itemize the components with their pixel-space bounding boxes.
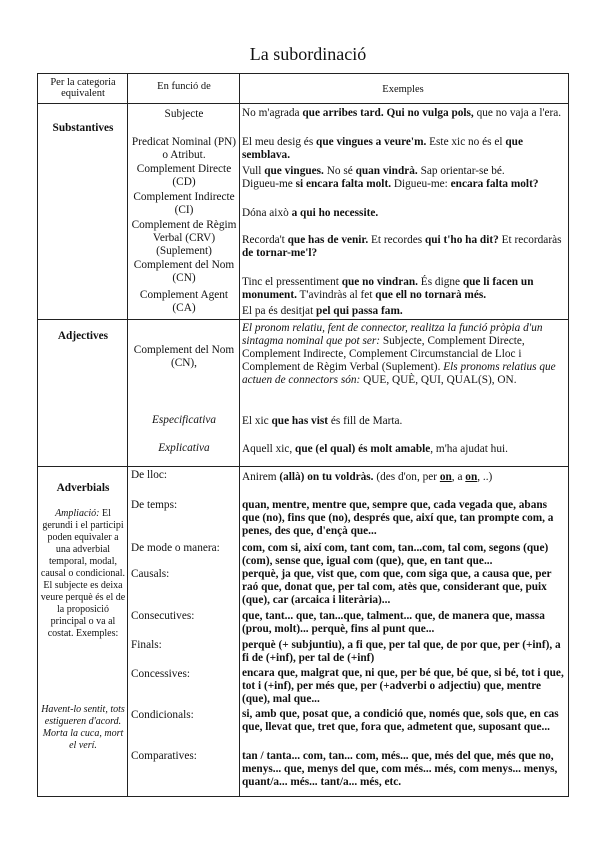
col-divider-1 (127, 74, 128, 796)
adverbials-note-examples: Havent-lo sentit, tots estigueren d'acord. Morta la cuca, mort el verí. (41, 704, 125, 751)
example-causals: perquè, ja que, vist que, com que, com siga que, a causa que, per raó que, donat que, per tal com, atès que, considerant que, puix (que), car (arcaica i literària)... (242, 568, 552, 606)
function-causals: Causals: (131, 568, 170, 580)
adverbials-note: Ampliació: El gerundi i el participi poden equivaler a una adverbial temporal, modal, causal o condicional. El subjecte es deixa veure perquè és el de la proposició principal o va al costat. Exemples: (40, 508, 126, 639)
row-divider-header (38, 103, 568, 104)
col-divider-2 (239, 74, 240, 796)
header-function: En funció de (157, 81, 211, 92)
example-consecutives: que, tant... que, tan...que, talment... que, de manera que, massa (prou, molt)... perquè, fins al punt que... (242, 610, 545, 635)
function-de-lloc: De lloc: (131, 469, 168, 481)
row-divider-adjectives (38, 466, 568, 467)
function-adj-complement-nom: Complement del Nom (CN), (133, 344, 235, 369)
example-subjecte: No m'agrada que arribes tard. Qui no vulga pols, que no vaja a l'era. (242, 107, 562, 119)
example-complement-directe: Vull que vingues. No sé quan vindrà. Sap orientar-se bé. (242, 165, 505, 177)
function-finals: Finals: (131, 639, 162, 651)
example-de-temps: quan, mentre, mentre que, sempre que, cada vegada que, abans que (no), fins que (no), després que, així que, tan prompte com, a penes, des que, d'ençà que... (242, 499, 554, 537)
example-complement-nom: Tinc el pressentiment que no vindran. És digne que li facen un monument. T'avindràs al fet que ell no tornarà més. (242, 276, 534, 301)
function-comparatives: Comparatives: (131, 750, 197, 762)
example-complement-agent: El pa és desitjat pel qui passa fam. (242, 305, 403, 317)
function-complement-directe: Complement Directe (CD) (136, 163, 232, 188)
page-title: La subordinació (249, 44, 367, 64)
subordination-table (37, 73, 569, 797)
example-condicionals: si, amb que, posat que, a condició que, només que, sols que, en cas que, llevat que, tret que, fora que, admetent que, suposant que... (242, 708, 559, 733)
function-de-mode: De mode o manera: (131, 542, 220, 554)
row-divider-substantives (38, 319, 568, 320)
function-concessives: Concessives: (131, 668, 190, 680)
header-examples: Exemples (382, 84, 424, 95)
function-de-temps: De temps: (131, 499, 178, 511)
example-especificativa: El xic que has vist és fill de Marta. (242, 415, 403, 427)
header-category: Per la categoria equivalent (50, 77, 116, 99)
function-explicativa: Explicativa (158, 442, 210, 454)
function-condicionals: Condicionals: (131, 709, 194, 721)
function-predicat-nominal: Predicat Nominal (PN) o Atribut. (131, 136, 237, 161)
example-finals: perquè (+ subjuntiu), a fi que, per tal que, de por que, per (+inf), a fi de (+inf), per tal de (+inf) (242, 639, 561, 664)
example-relative-pronoun-rule: El pronom relatiu, fent de connector, realitza la funció pròpia d'un sintagma nominal que pot ser: Subjecte, Complement Directe, Complement Indirecte, Complement Circumstancial de Lloc i Complement de Règim Verbal (Suplement). Els pronoms relatius que actuen de connectors són: QUE, QUÈ, QUI, QUAL(S), ON. (242, 322, 556, 386)
function-complement-nom: Complement del Nom (CN) (133, 259, 235, 284)
example-complement-indirecte: Dóna això a qui ho necessite. (242, 207, 379, 219)
function-subjecte: Subjecte (164, 108, 204, 120)
example-de-lloc: Anirem (allà) on tu voldràs. (des d'on, per on, a on, ..) (242, 471, 493, 483)
function-complement-agent: Complement Agent (CA) (139, 289, 229, 314)
function-complement-indirecte: Complement Indirecte (CI) (133, 191, 235, 216)
example-concessives: encara que, malgrat que, ni que, per bé que, bé que, si bé, tot i que, tot i (+inf), per més que, per (+adverbi o adjectiu) que, mentre (que), mal que... (242, 667, 564, 705)
category-adjectives: Adjectives (57, 330, 109, 342)
example-de-mode: com, com si, així com, tant com, tan...com, tal com, segons (que) (com), sense que, igual com (que), que, en tant que... (242, 542, 549, 567)
example-comparatives: tan / tanta... com, tan... com, més... que, més del que, més que no, menys... que, menys del que, com més... més, com menys... menys, quant/a... més... tant/a... més, etc. (242, 750, 558, 788)
example-explicativa: Aquell xic, que (el qual) és molt amable, m'ha ajudat hui. (242, 443, 508, 455)
category-substantives: Substantives (52, 122, 114, 134)
category-adverbials: Adverbials (56, 482, 110, 494)
function-especificativa: Especificativa (152, 414, 216, 426)
function-complement-regim-verbal: Complement de Règim Verbal (CRV) (Suplement) (131, 219, 237, 257)
example-predicat-nominal: El meu desig és que vingues a veure'm. Este xic no és el que semblava. (242, 136, 523, 161)
example-complement-regim-verbal: Recorda't que has de venir. Et recordes qui t'ho ha dit? Et recordaràs de tornar-me'l? (242, 234, 562, 259)
example-complement-directe-2: Digueu-me si encara falta molt. Digueu-me: encara falta molt? (242, 178, 539, 190)
function-consecutives: Consecutives: (131, 610, 195, 622)
